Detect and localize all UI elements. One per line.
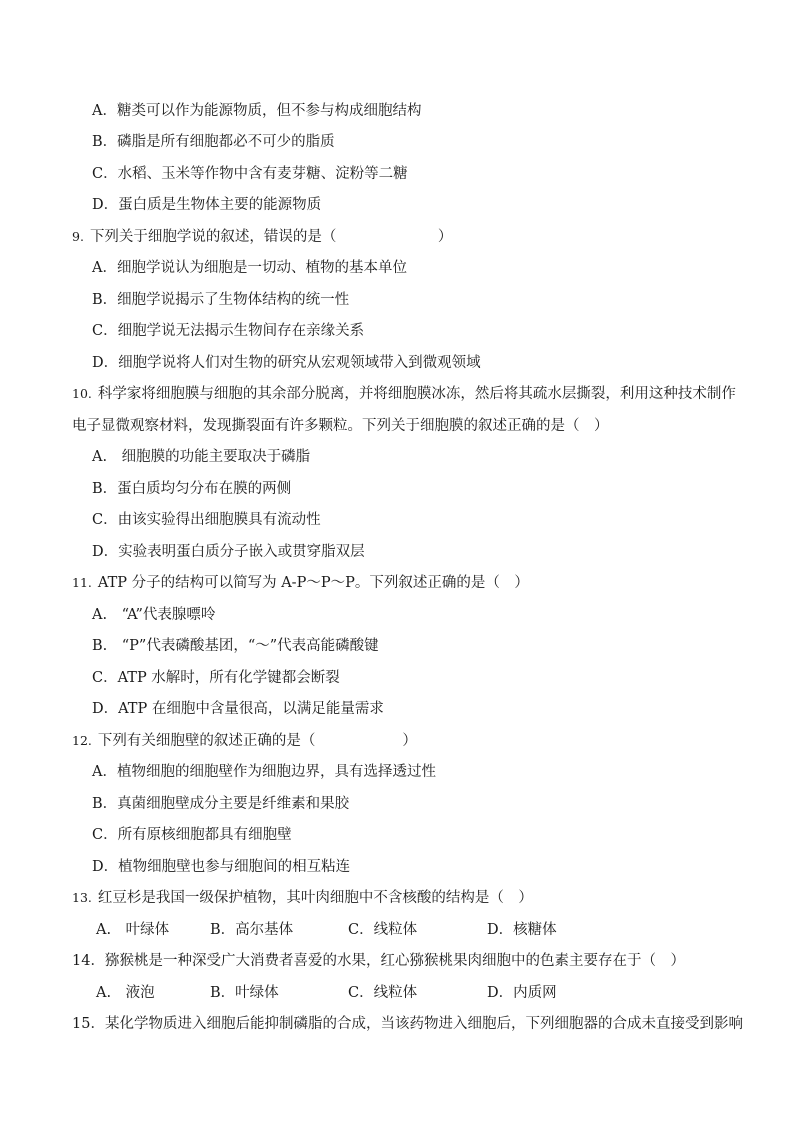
q12-option-d: D．植物细胞壁也参与细胞间的相互粘连 bbox=[92, 859, 351, 875]
q12-option-b: B．真菌细胞壁成分主要是纤维素和果胶 bbox=[92, 796, 350, 812]
question-stem: 猕猴桃是一种深受广大消费者喜爱的水果，红心猕猴桃果肉细胞中的色素主要存在于（ ） bbox=[104, 953, 685, 969]
question-9 bbox=[72, 227, 452, 247]
q9-option-a: A．细胞学说认为细胞是一切动、植物的基本单位 bbox=[92, 260, 407, 276]
question-stem: 红豆杉是我国一级保护植物，其叶肉细胞中不含核酸的结构是（ ） bbox=[97, 890, 533, 906]
q9-option-b: B．细胞学说揭示了生物体结构的统一性 bbox=[92, 292, 350, 308]
question-10-continued: 电子显微观察材料，发现撕裂面有许多颗粒。下列关于细胞膜的叙述正确的是（ ） bbox=[72, 418, 609, 434]
question-11 bbox=[72, 573, 529, 593]
q8-option-b: B．磷脂是所有细胞都必不可少的脂质 bbox=[92, 134, 335, 150]
q14-option-d: D．内质网 bbox=[487, 985, 557, 1001]
question-number: 13. bbox=[72, 890, 92, 905]
q10-option-a: A. 细胞膜的功能主要取决于磷脂 bbox=[92, 449, 311, 465]
q13-option-a: A. 叶绿体 bbox=[96, 922, 170, 938]
q10-option-b: B．蛋白质均匀分布在膜的两侧 bbox=[92, 481, 292, 497]
question-15 bbox=[72, 1014, 743, 1034]
q14-option-c: C．线粒体 bbox=[348, 985, 418, 1001]
question-stem: 下列有关细胞壁的叙述正确的是（ ） bbox=[97, 733, 417, 749]
question-number: 11. bbox=[72, 575, 92, 590]
q8-option-a: A．糖类可以作为能源物质，但不参与构成细胞结构 bbox=[92, 103, 422, 119]
q12-option-a: A．植物细胞的细胞壁作为细胞边界，具有选择透过性 bbox=[92, 764, 436, 780]
question-12 bbox=[72, 731, 417, 751]
question-10 bbox=[72, 384, 736, 404]
q11-option-a: A. “A”代表腺嘌呤 bbox=[92, 607, 216, 623]
q9-option-c: C．细胞学说无法揭示生物间存在亲缘关系 bbox=[92, 323, 365, 339]
question-14 bbox=[72, 951, 685, 971]
question-number: 12. bbox=[72, 733, 92, 748]
question-number: 10. bbox=[72, 386, 92, 401]
question-stem: 某化学物质进入细胞后能抑制磷脂的合成，当该药物进入细胞后，下列细胞器的合成未直接受到影响 bbox=[104, 1016, 743, 1032]
q14-option-a: A. 液泡 bbox=[96, 985, 155, 1001]
q10-option-c: C．由该实验得出细胞膜具有流动性 bbox=[92, 512, 321, 528]
q8-option-d: D．蛋白质是生物体主要的能源物质 bbox=[92, 197, 322, 213]
question-stem: 科学家将细胞膜与细胞的其余部分脱离，并将细胞膜冰冻，然后将其疏水层撕裂，利用这种技术制作 bbox=[97, 386, 736, 402]
q8-option-c: C．水稻、玉米等作物中含有麦芽糖、淀粉等二糖 bbox=[92, 166, 408, 182]
q11-option-c: C．ATP 水解时，所有化学键都会断裂 bbox=[92, 670, 340, 686]
q13-option-c: C．线粒体 bbox=[348, 922, 418, 938]
question-stem: 下列关于细胞学说的叙述，错误的是（ ） bbox=[89, 229, 453, 245]
q11-option-d: D．ATP 在细胞中含量很高，以满足能量需求 bbox=[92, 701, 384, 717]
q13-option-b: B．高尔基体 bbox=[210, 922, 294, 938]
q13-option-d: D．核糖体 bbox=[487, 922, 557, 938]
q11-option-b: B. “P”代表磷酸基团，“～”代表高能磷酸键 bbox=[92, 638, 379, 654]
q10-option-d: D．实验表明蛋白质分子嵌入或贯穿脂双层 bbox=[92, 544, 365, 560]
question-13 bbox=[72, 888, 533, 908]
question-number: 9. bbox=[72, 229, 84, 244]
q9-option-d: D．细胞学说将人们对生物的研究从宏观领域带入到微观领域 bbox=[92, 355, 481, 371]
q14-option-b: B．叶绿体 bbox=[210, 985, 279, 1001]
question-number: 14． bbox=[72, 953, 105, 969]
question-stem: ATP 分子的结构可以简写为 A-P～P～P。下列叙述正确的是（ ） bbox=[97, 575, 529, 591]
q12-option-c: C．所有原核细胞都具有细胞壁 bbox=[92, 827, 292, 843]
question-number: 15． bbox=[72, 1016, 105, 1032]
